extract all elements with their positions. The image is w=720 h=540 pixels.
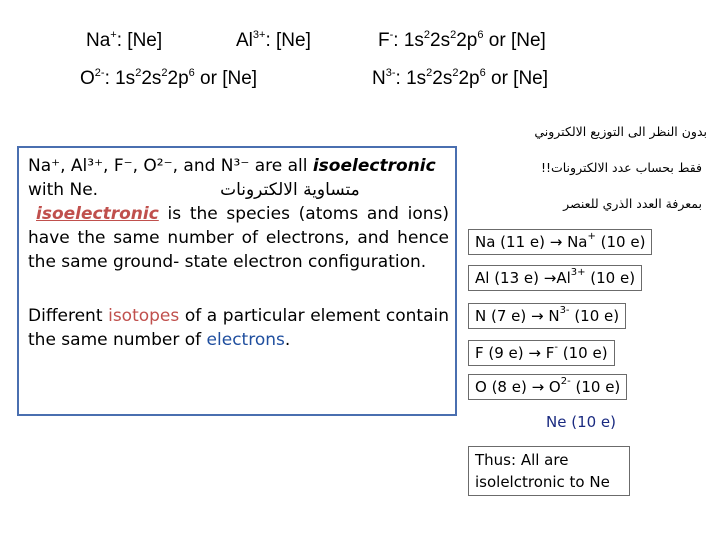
arabic-term: متساوية الالكترونات [220, 180, 360, 200]
electron-count-row: N (7 $e) \to N^{3-}$ (10 e) [468, 303, 626, 329]
config-o: $O^{2-}$: $1s^22s^22p^6$ or [Ne] [80, 67, 258, 89]
arabic-note-1: بدون النظر الى التوزيع الالكتروني [534, 124, 707, 139]
arabic-note-3: بمعرفة العدد الذري للعنصر [563, 196, 702, 211]
isotopes-statement: Different isotopes of a particular element contain the same number of electrons. [28, 306, 449, 350]
neon-electron-count: Ne (10 e) [540, 410, 622, 434]
config-f: F-: $1s^22s^22p^6$ or [Ne] [378, 29, 546, 51]
electron-count-row: O (8 $e) \to O^{2-}$ (10 e) [468, 374, 627, 400]
config-al: $Al^{3+}$: [Ne] [236, 29, 311, 51]
electron-count-row: Al (13 $e) \to Al^{3+}$ (10 e) [468, 265, 642, 291]
isoelectronic-definition: isoelectronic is the species (atoms and ions) have the same number of electrons, and hence the same ground- state electron configuration. [28, 204, 449, 272]
electron-count-row: F (9 e) → F- (10 e) [468, 340, 615, 366]
arabic-note-2: فقط بحساب عدد الالكترونات!! [540, 160, 702, 175]
config-n: $N^{3-}$: $1s^22s^22p^6$ or [Ne] [372, 67, 549, 89]
electron-count-row: Na (11 e) → Na+ (10 e) [468, 229, 652, 255]
isoelectronic-statement: Na⁺, Al³⁺, F⁻, O²⁻, and N³⁻ are all isoelectronic with Ne. متساوية الالكترونات [28, 156, 436, 200]
explanation-box [17, 146, 457, 416]
conclusion-line-2: isolelctronic to Ne [475, 473, 610, 491]
conclusion-line-1: Thus: All are [475, 451, 569, 469]
conclusion-box [468, 446, 630, 496]
config-na: Na+: [Ne] [86, 29, 163, 51]
